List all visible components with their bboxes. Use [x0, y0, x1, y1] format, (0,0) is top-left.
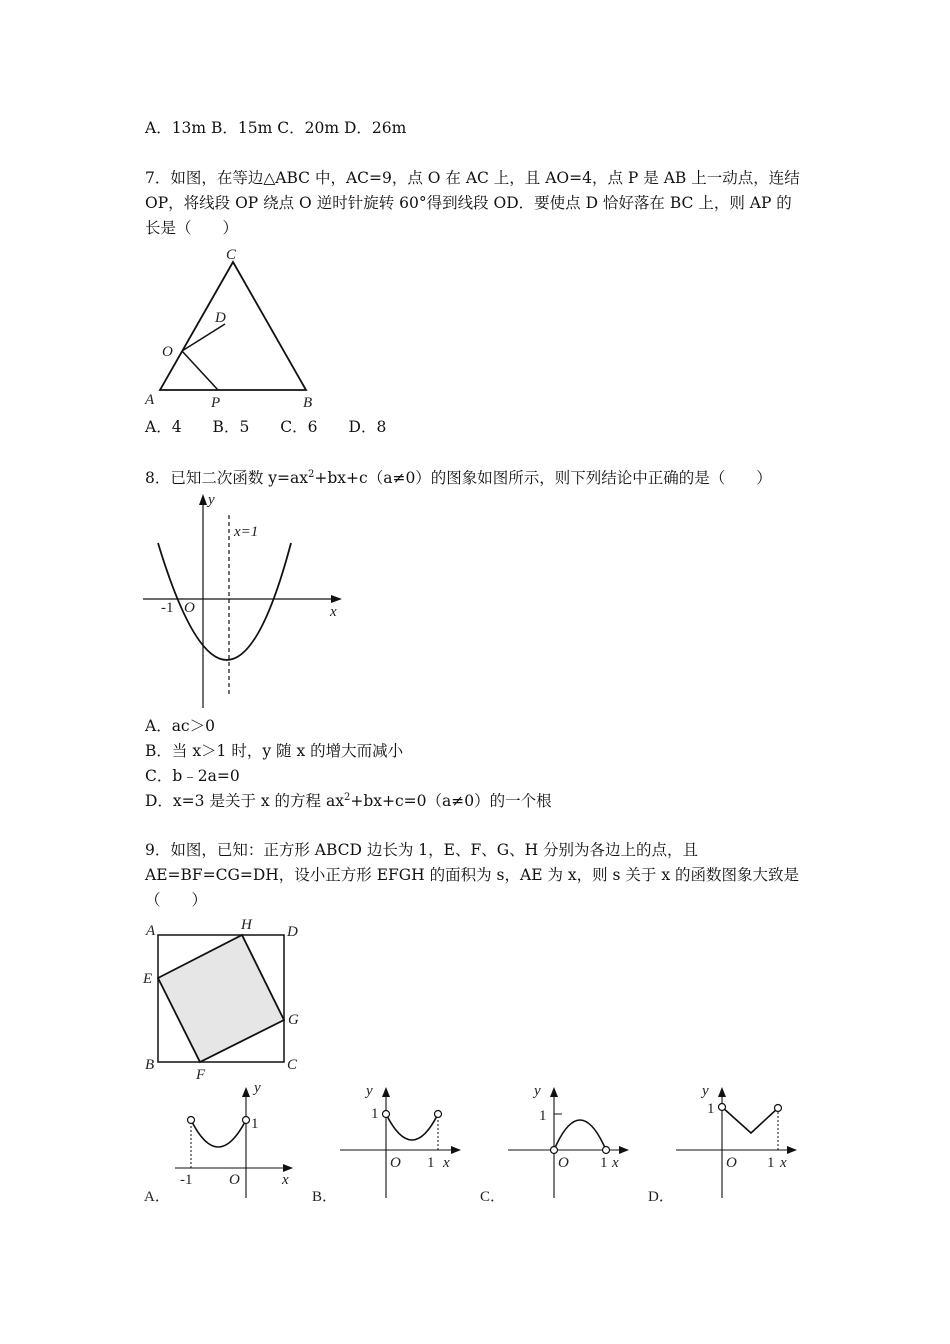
label-c: C [287, 1057, 298, 1073]
label-y: y [254, 1080, 261, 1096]
label-h: H [241, 917, 252, 933]
label-origin: O [390, 1155, 401, 1171]
q9-graph-b [308, 1080, 473, 1210]
label-one-x: 1 [600, 1155, 608, 1171]
label-d: D [287, 924, 298, 940]
label-one: 1 [251, 1116, 259, 1132]
open-point [243, 1117, 250, 1124]
label-one: 1 [371, 1106, 379, 1122]
q7-stem-line1: 7．如图，在等边△ABC 中，AC=9，点 O 在 AC 上，且 AO=4，点 P 是 AB 上一动点，连结 [145, 169, 800, 187]
label-neg1: -1 [180, 1172, 193, 1188]
label-a: A [145, 392, 155, 408]
option-b-label: B． [312, 1189, 338, 1205]
q8-option-b: B．当 x＞1 时，y 随 x 的增大而减小 [145, 742, 404, 760]
label-a: A [146, 923, 156, 939]
label-origin: O [558, 1155, 569, 1171]
option-a-label: A． [144, 1189, 170, 1205]
q9-stem-line3: （ ） [145, 891, 208, 909]
label-x: x [780, 1155, 787, 1171]
y-axis-arrow-icon [718, 1087, 726, 1097]
label-f: F [196, 1067, 206, 1083]
q8-option-a: A．ac＞0 [145, 717, 215, 735]
open-point [551, 1147, 558, 1154]
curve [386, 1114, 438, 1140]
open-point [188, 1117, 195, 1124]
q6-options: A．13m B．15m C．20m D．26m [145, 119, 407, 137]
segment-od [182, 324, 225, 351]
label-one: 1 [707, 1101, 715, 1117]
polyline-graph [722, 1107, 778, 1133]
q9-graph-c [476, 1080, 641, 1210]
triangle-abc [160, 262, 306, 390]
option-c-label: C． [480, 1189, 506, 1205]
label-origin: O [184, 600, 195, 616]
open-point [719, 1104, 726, 1111]
q9-stem-line1: 9．如图，已知：正方形 ABCD 边长为 1，E、F、G、H 分别为各边上的点，且 [145, 841, 699, 859]
open-point [435, 1111, 442, 1118]
label-x: x [612, 1155, 619, 1171]
curve [554, 1120, 606, 1150]
label-one: 1 [539, 1108, 547, 1124]
parabola-curve [158, 543, 291, 660]
label-b: B [303, 395, 313, 411]
label-one-x: 1 [427, 1155, 435, 1171]
open-point [603, 1147, 610, 1154]
q7-options: A．4 B．5 C．6 D．8 [145, 418, 387, 436]
q9-square-figure [140, 915, 315, 1083]
label-y: y [366, 1083, 373, 1099]
segment-op [182, 351, 218, 390]
y-axis-arrow-icon [382, 1087, 390, 1097]
open-point [383, 1111, 390, 1118]
q7-stem-line2: OP，将线段 OP 绕点 O 逆时针旋转 60°得到线段 OD．要使点 D 恰好落在 BC 上，则 AP 的 [145, 194, 792, 212]
label-c: C [226, 247, 237, 263]
label-e: E [143, 971, 153, 987]
q9-graph-a [140, 1080, 305, 1210]
square-efgh [158, 935, 284, 1062]
q7-triangle-figure [140, 240, 340, 415]
x-axis-arrow-icon [331, 595, 342, 603]
label-y: y [702, 1083, 709, 1099]
label-neg1: -1 [161, 600, 174, 616]
option-d-label: D． [648, 1189, 674, 1205]
label-o: O [162, 344, 173, 360]
label-y: y [534, 1083, 541, 1099]
label-p: P [211, 395, 221, 411]
label-b: B [145, 1057, 155, 1073]
label-axis-of-symmetry: x=1 [234, 524, 259, 540]
x-axis-arrow-icon [451, 1146, 461, 1154]
label-origin: O [229, 1172, 240, 1188]
label-x: x [282, 1172, 289, 1188]
label-y: y [208, 492, 215, 508]
label-x: x [443, 1155, 450, 1171]
q8-option-c: C．b﹣2a=0 [145, 767, 240, 785]
q7-stem-line3: 长是（ ） [145, 219, 239, 237]
curve [191, 1120, 246, 1147]
q9-graph-d [644, 1080, 809, 1210]
y-axis-arrow-icon [242, 1087, 250, 1097]
q8-option-d: D．x=3 是关于 x 的方程 $ax^2+bx+c=0(a\ne 0)$的一个根 [145, 791, 552, 810]
y-axis-arrow-icon [550, 1087, 558, 1097]
label-origin: O [726, 1155, 737, 1171]
label-d: D [215, 310, 226, 326]
x-axis-arrow-icon [619, 1146, 629, 1154]
q8-parabola-graph [140, 490, 360, 710]
q9-stem-line2: AE=BF=CG=DH，设小正方形 EFGH 的面积为 s，AE 为 x，则 s 关于 x 的函数图象大致是 [145, 866, 800, 884]
label-x: x [330, 604, 337, 620]
label-g: G [288, 1012, 299, 1028]
label-one-x: 1 [767, 1155, 775, 1171]
open-point [775, 1105, 782, 1112]
q8-stem: 8．已知二次函数 $y=ax^2+bx+c(a\ne 0)$的图象如图所示，则下列结论中正确的是（ ） [145, 468, 772, 487]
x-axis-arrow-icon [283, 1164, 293, 1172]
x-axis-arrow-icon [787, 1146, 797, 1154]
y-axis-arrow-icon [199, 494, 207, 505]
